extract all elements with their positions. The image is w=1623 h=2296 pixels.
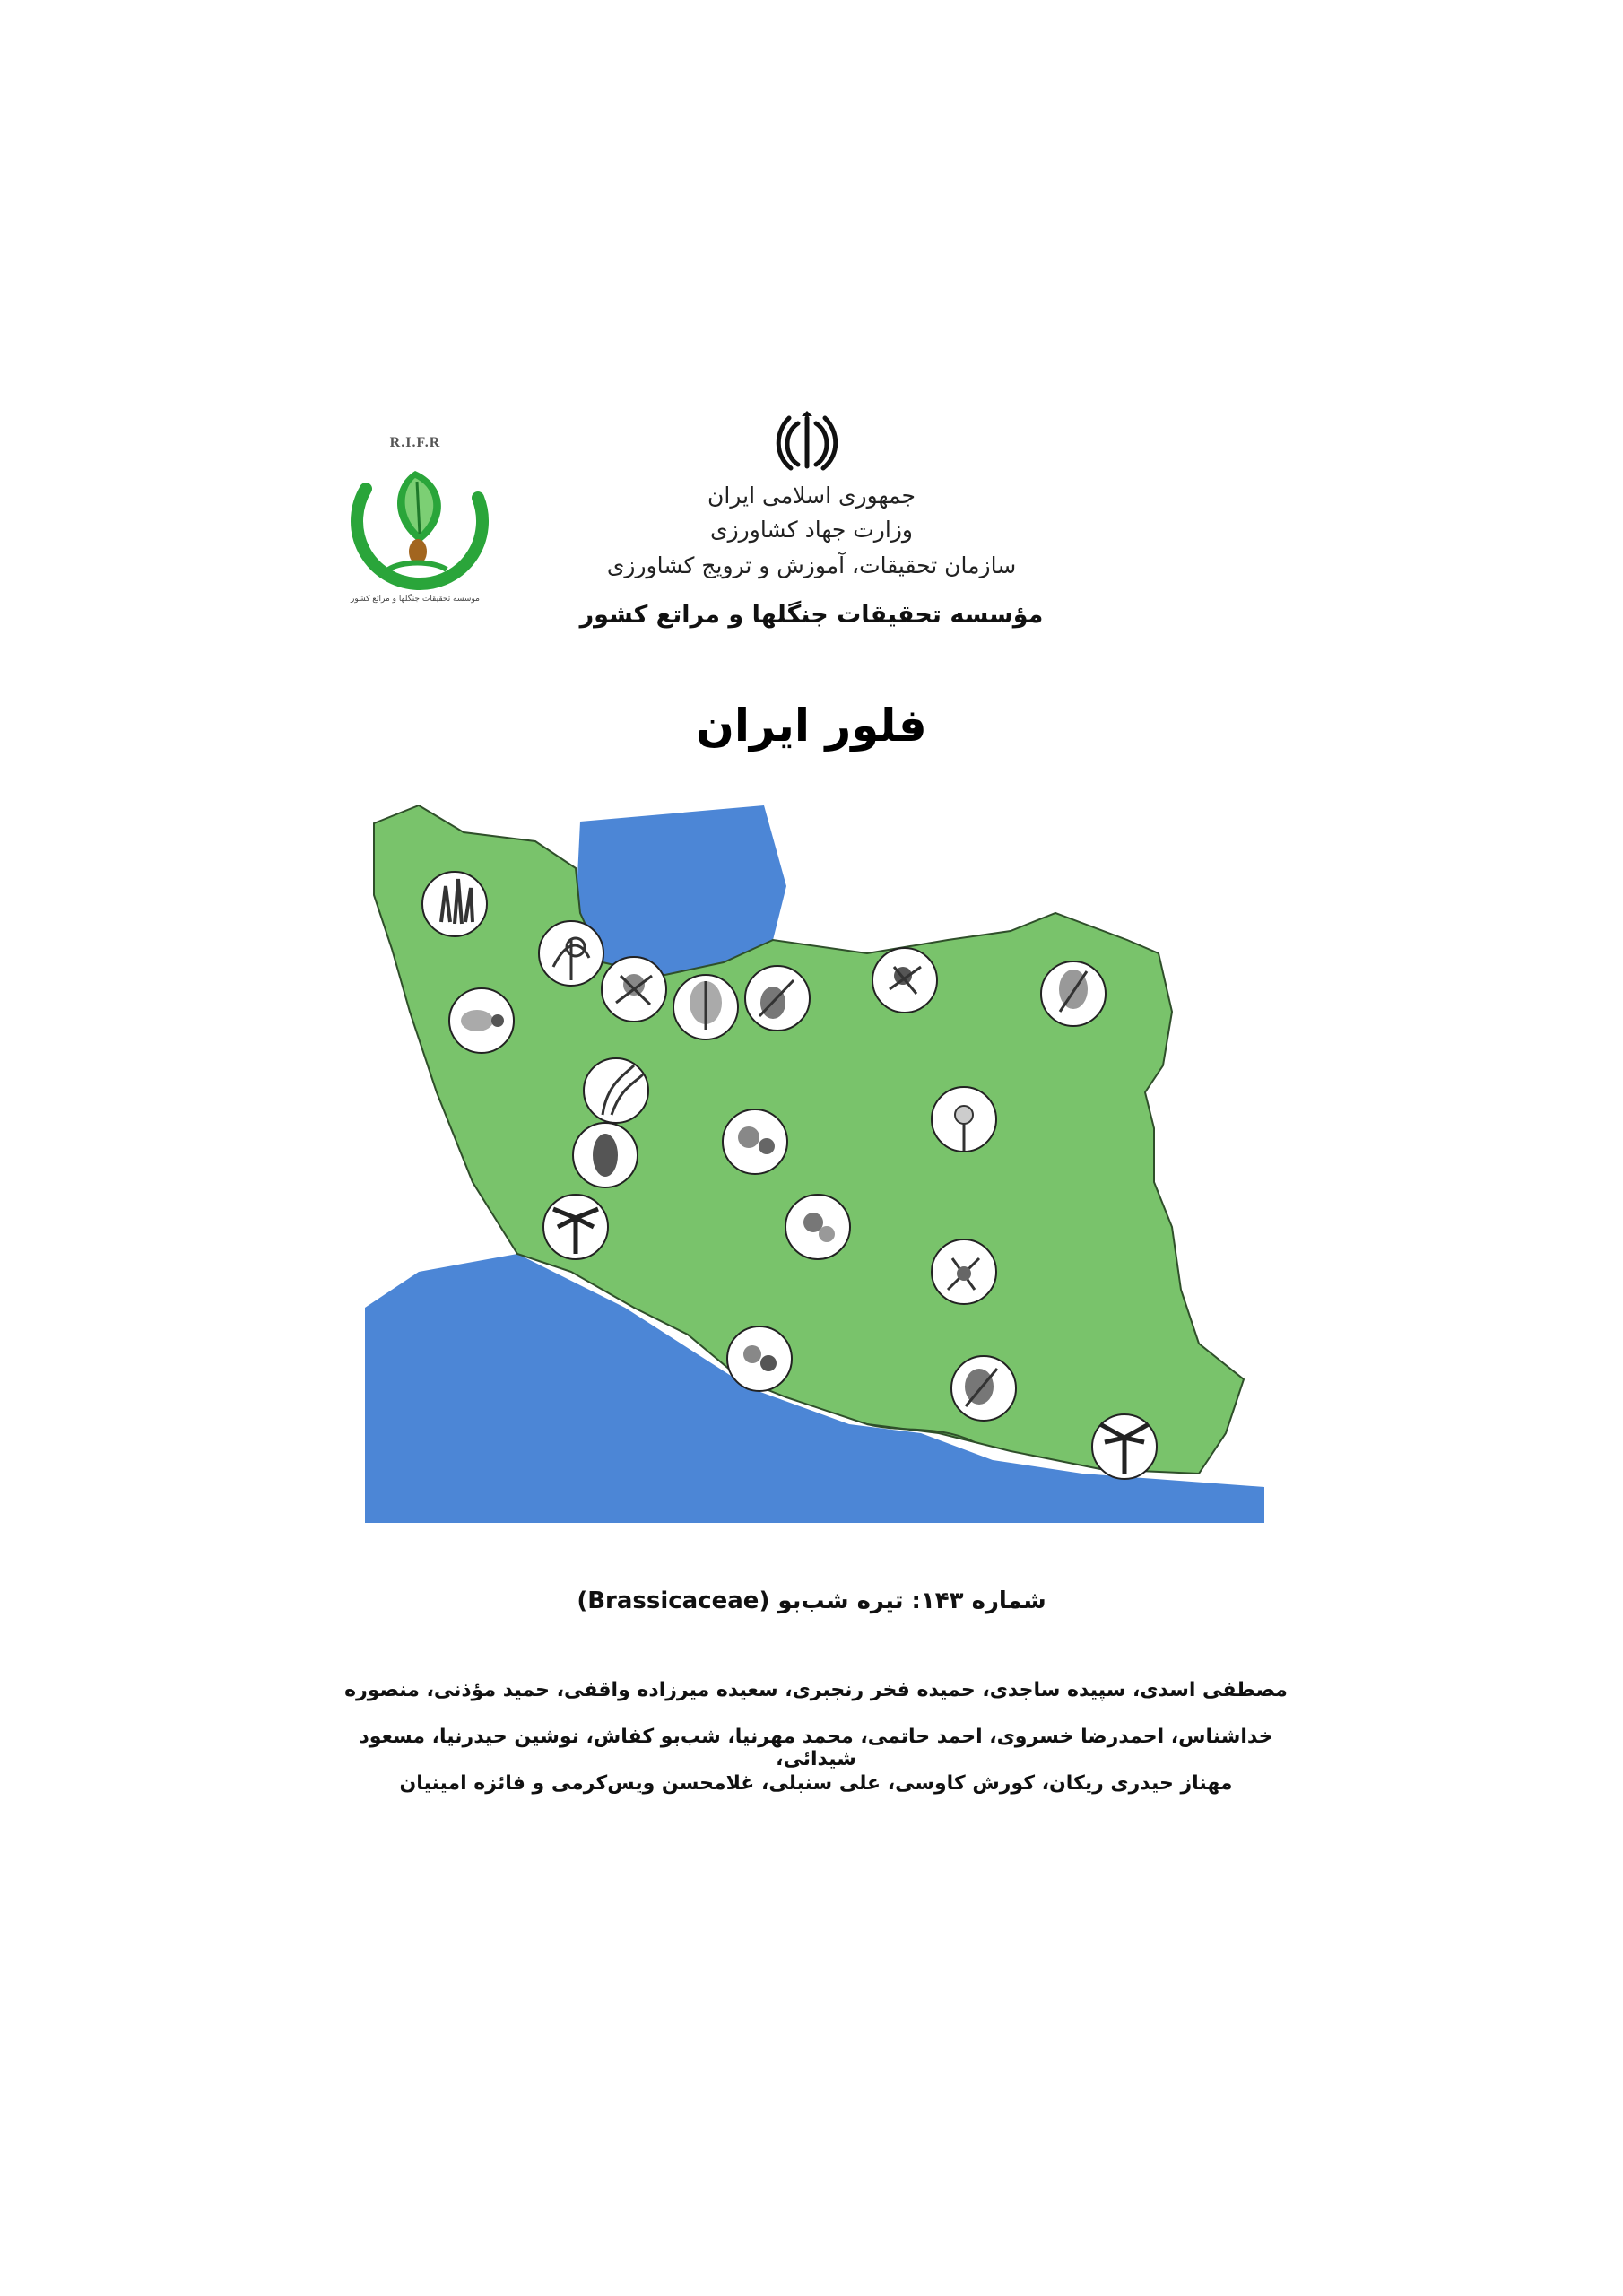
header-organization: سازمان تحقیقات، آموزش و ترویج کشاورزی (606, 552, 1017, 578)
iran-map-image (365, 805, 1264, 1523)
plant-circle-11 (932, 1087, 996, 1152)
header-ministry: وزارت جهاد کشاورزی (710, 517, 913, 543)
authors-line-2: خداشناس، احمدرضا خسروی، احمد حاتمی، محمد مهرنیا، شب‌بو کفاش، نوشین حیدرنیا، مسعود شیدائی، (359, 1726, 1273, 1770)
plant-circle-12 (573, 1123, 638, 1187)
authors-line-3: مهناز حیدری ریکان، کورش کاوسی، علی سنبلی، غلامحسن ویس‌کرمی و فائزه امینیان (399, 1772, 1233, 1795)
page-title: فلور ایران (696, 700, 927, 752)
header-institute: مؤسسه تحقیقات جنگلها و مراتع کشور (579, 601, 1044, 629)
plant-circle-9 (584, 1058, 648, 1123)
header-country: جمهوری اسلامی ایران (707, 483, 916, 509)
issue-title: شماره ۱۴۳: تیره شب‌بو (Brassicaceae) (577, 1587, 1046, 1614)
plant-circle-1 (422, 872, 487, 936)
plant-circle-7 (1041, 961, 1106, 1026)
plant-circle-17 (951, 1356, 1016, 1421)
plant-circle-18 (1092, 1414, 1157, 1479)
plant-circle-4 (673, 975, 738, 1039)
plant-circle-8 (449, 988, 514, 1053)
plant-circle-5 (745, 966, 810, 1031)
plant-circle-14 (785, 1195, 850, 1259)
plant-circle-13 (543, 1195, 608, 1259)
national-emblem-icon (771, 411, 843, 474)
logo-caption: موسسه تحقیقات جنگلها و مراتع کشور (351, 595, 480, 604)
authors-line-1: مصطفی اسدی، سپیده ساجدی، حمیده فخر رنجبری، سعیده میرزاده واقفی، حمید مؤذنی، منصوره (344, 1679, 1288, 1701)
plant-circle-10 (723, 1109, 787, 1174)
plant-circle-15 (932, 1239, 996, 1304)
plant-circle-6 (872, 948, 937, 1013)
plant-circle-3 (602, 957, 666, 1022)
plant-circle-2 (539, 921, 603, 986)
logo-code: R.I.F.R (389, 435, 441, 450)
plant-circle-16 (727, 1326, 792, 1391)
